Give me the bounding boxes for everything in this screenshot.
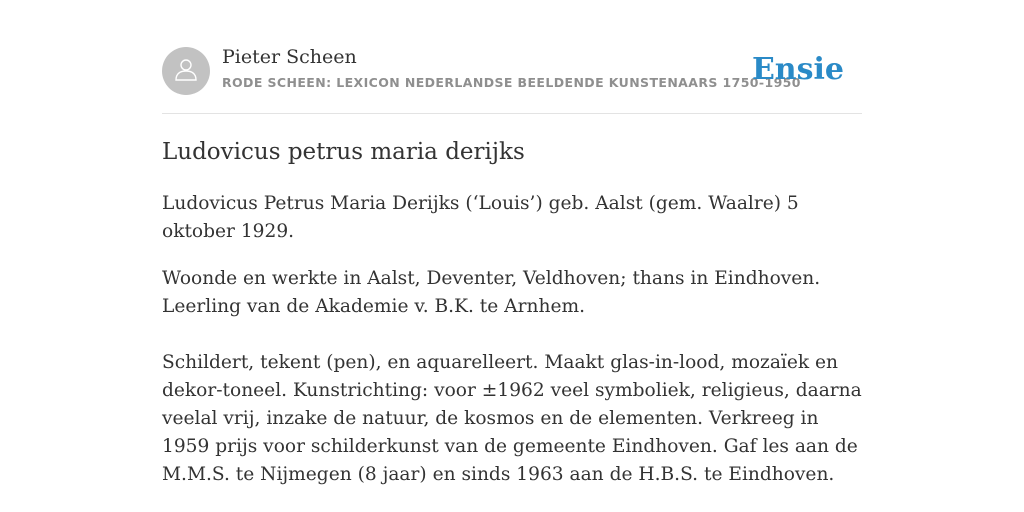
paragraph: Woonde en werkte in Aalst, Deventer, Veldhoven; thans in Eindhoven. Leerling van de Akademie v. B.K. te Arnhem. (162, 268, 821, 317)
paragraph: Ludovicus Petrus Maria Derijks (‘Louis’) geb. Aalst (gem. Waalre) 5 oktober 1929. (162, 193, 799, 242)
source-title[interactable]: RODE SCHEEN: LEXICON NEDERLANDSE BEELDENDE KUNSTENAARS 1750-1950 (222, 75, 801, 90)
site-logo[interactable]: Ensie (751, 52, 844, 87)
header (162, 46, 862, 96)
article-body (162, 190, 862, 489)
user-silhouette-icon (172, 55, 200, 87)
author-name[interactable]: Pieter Scheen (222, 46, 357, 68)
divider (162, 113, 862, 114)
avatar[interactable] (162, 47, 210, 95)
paragraph: Schildert, tekent (pen), en aquarelleert. Maakt glas-in-lood, mozaïek en dekor-toneel. Kunstrichting: voor ±1962 veel symboliek, religieus, daarna veelal vrij, inzake de natuur, de kosmos en de elementen. Verkreeg in 1959 prijs voor schilderkunst van de gemeente Eindhoven. Gaf les aan de M.M.S. te Nijmegen (8 jaar) en sinds 1963 aan de H.B.S. te Eindhoven. (162, 352, 862, 485)
article-title: Ludovicus petrus maria derijks (162, 139, 525, 165)
